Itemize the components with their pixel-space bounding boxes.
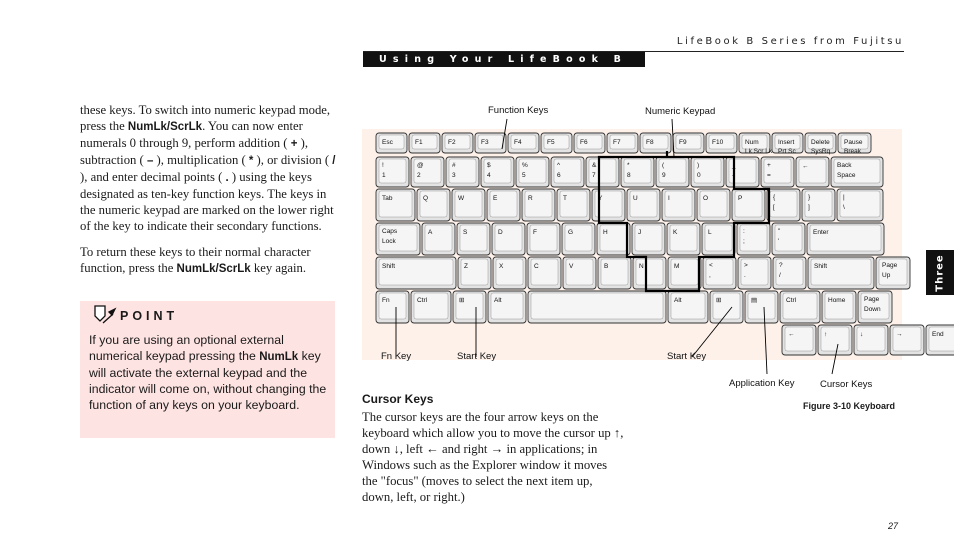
key-name: NumLk/ScrLk [127, 121, 203, 133]
keyboard-key [691, 157, 724, 187]
key-legend: → [896, 331, 903, 338]
chapter-tab [926, 250, 954, 295]
key-legend: ← [788, 331, 795, 338]
key-legend: F6 [580, 139, 588, 146]
key-legend: F5 [547, 139, 555, 146]
keyboard-key [737, 223, 770, 255]
keyboard-key [488, 291, 526, 323]
key-legend: T [563, 195, 567, 202]
key-legend: > [744, 262, 748, 269]
key-legend: 2 [417, 172, 421, 179]
keyboard-key [926, 325, 954, 355]
text-run: ), and enter decimal points ( [80, 170, 226, 184]
key-legend: { [773, 194, 776, 201]
keyboard-key [739, 133, 773, 155]
keyboard-key [738, 257, 771, 289]
chapter-tab-label: Three [934, 253, 946, 292]
key-legend: P [738, 195, 743, 202]
keyboard-key [442, 133, 473, 153]
text-run: key again. [250, 261, 306, 275]
keyboard-key [528, 257, 561, 289]
keyboard-key [557, 189, 590, 221]
key-legend: / [779, 272, 781, 279]
keyboard-key [772, 133, 803, 155]
key-legend: F8 [646, 139, 654, 146]
keyboard-key [446, 157, 479, 187]
keyboard-key [376, 157, 409, 187]
key-legend: * [627, 162, 630, 169]
figure-caption: Figure 3-10 Keyboard [803, 401, 896, 411]
keyboard-key [668, 257, 701, 289]
key-legend: Page [882, 262, 898, 269]
key-legend: - [732, 172, 735, 179]
keyboard-key [710, 291, 743, 323]
keyboard-key [551, 157, 584, 187]
keyboard-key [805, 133, 836, 155]
key-name: / [332, 155, 336, 167]
text-run: . You can now enter numerals 0 through 9, perform addition ( [80, 119, 303, 150]
callout-numeric-keypad: Numeric Keypad [645, 106, 716, 117]
callout-application-key: Application Key [729, 378, 795, 389]
key-legend: End [932, 331, 944, 338]
keyboard-key [562, 223, 595, 255]
keyboard-key [822, 291, 856, 323]
keyboard-key [640, 133, 671, 153]
key-legend: Insert [778, 139, 795, 146]
key-legend: # [452, 162, 456, 169]
key-legend: 8 [627, 172, 631, 179]
keyboard-key [452, 189, 485, 221]
key-legend: ⊞ [459, 297, 465, 304]
key-legend: J [638, 229, 642, 236]
keyboard-key [890, 325, 924, 355]
key-legend: ↑ [824, 331, 828, 338]
keyboard-key [598, 257, 631, 289]
keyboard-key [706, 133, 737, 153]
key-legend: Enter [813, 229, 829, 236]
keyboard-key [732, 189, 765, 221]
cursor-keys-heading: Cursor Keys [362, 392, 434, 406]
key-legend: ] [808, 204, 810, 211]
key-legend: ( [662, 162, 665, 169]
key-legend: } [808, 194, 811, 201]
key-legend: % [522, 162, 528, 169]
key-name: – [146, 155, 154, 167]
keyboard-key [409, 133, 440, 153]
keyboard-key [807, 223, 884, 255]
keyboard-key [475, 133, 506, 153]
key-legend: [ [773, 204, 775, 211]
key-legend: ; [743, 238, 745, 245]
text-run: these keys. To switch into numeric keypad mode, press the [80, 103, 331, 133]
key-legend: Q [423, 195, 429, 202]
keyboard-key [586, 157, 619, 187]
keyboard-key [782, 325, 816, 355]
key-legend: 1 [382, 172, 386, 179]
point-heading: POINT [120, 309, 179, 323]
key-legend: I [668, 195, 670, 202]
key-legend: L [708, 229, 712, 236]
key-legend: Down [864, 306, 881, 313]
key-legend: < [709, 262, 713, 269]
keyboard-key [516, 157, 549, 187]
key-legend: Ctrl [417, 297, 428, 304]
keyboard-key [761, 157, 794, 187]
key-legend: Tab [382, 195, 393, 202]
key-legend: Page [864, 296, 880, 303]
keyboard-key [597, 223, 630, 255]
key-legend: Alt [494, 297, 502, 304]
keyboard-key [796, 157, 829, 187]
keyboard-key [702, 223, 735, 255]
key-legend: Y [598, 195, 603, 202]
keyboard-key [667, 223, 700, 255]
key-legend: Back [837, 162, 852, 169]
keyboard-key [697, 189, 730, 221]
keyboard-key [662, 189, 695, 221]
key-legend: $ [487, 162, 491, 169]
key-legend: ? [779, 262, 783, 269]
key-legend: 3 [452, 172, 456, 179]
keyboard-key [673, 133, 704, 153]
paragraph-return-keys [80, 244, 338, 277]
keyboard-key [858, 291, 892, 323]
keyboard-key [876, 257, 910, 289]
keyboard-key [527, 223, 560, 255]
key-legend: R [528, 195, 533, 202]
key-legend: F7 [613, 139, 621, 146]
text-run: ) using the keys designated as ten-key function keys. The keys in the numeric keypad are marked on the lower right of the key to indicate their secondary functions. [80, 170, 334, 233]
keyboard-key [772, 223, 805, 255]
text-run: ), multiplication ( [153, 153, 249, 167]
keyboard-key [493, 257, 526, 289]
keyboard-key [745, 291, 778, 323]
keyboard-key [481, 157, 514, 187]
keyboard-key [453, 291, 486, 323]
keyboard-key [831, 157, 883, 187]
keyboard-key [376, 291, 409, 323]
keyboard-key [487, 189, 520, 221]
key-legend: 4 [487, 172, 491, 179]
keyboard-key [632, 223, 665, 255]
key-legend: | [843, 194, 845, 201]
keyboard-key [656, 157, 689, 187]
keyboard-key [457, 223, 490, 255]
keyboard-key [607, 133, 638, 153]
key-legend: 5 [522, 172, 526, 179]
key-legend: Lk Scr Lk [745, 148, 773, 155]
callout-function-keys: Function Keys [488, 105, 549, 116]
key-legend: ' [778, 238, 780, 245]
paragraph-numeric-keypad [80, 102, 338, 234]
key-legend: ▤ [751, 297, 758, 304]
key-legend: ← [802, 163, 809, 170]
keyboard-key [668, 291, 708, 323]
text-run: ), subtraction ( [80, 136, 309, 167]
keyboard-key [492, 223, 525, 255]
key-legend: C [534, 263, 539, 270]
key-legend: : [743, 228, 745, 235]
keyboard-key [837, 189, 883, 221]
key-legend: F [533, 229, 537, 236]
left-body-text [80, 102, 338, 287]
key-legend: Delete [811, 139, 830, 146]
running-title: LifeBook B Series from Fujitsu [676, 36, 904, 47]
text-run: key will activate the external keypad and the indicator will come on, without changing the function of any keys on your keyboard. [89, 349, 327, 412]
key-legend: , [709, 272, 711, 279]
key-legend: 7 [592, 172, 596, 179]
key-legend: B [604, 263, 609, 270]
key-legend: Space [837, 172, 856, 179]
key-name: + [290, 138, 298, 150]
key-legend: S [463, 229, 468, 236]
keyboard-key [528, 291, 666, 323]
callout-fn-key: Fn Key [381, 351, 412, 362]
key-legend: & [592, 162, 597, 169]
key-legend: ↓ [860, 331, 864, 338]
key-legend: Ctrl [786, 297, 797, 304]
cursor-keys-text: The cursor keys are the four arrow keys on the keyboard which allow you to move the cursor up ↑, down ↓, left ← and right → in applications; in Windows such as the Explorer window it moves the "focus" (moves to select the next item up, down, left, or right.) [362, 410, 624, 504]
key-legend: D [498, 229, 503, 236]
keyboard-key [773, 257, 806, 289]
keyboard-key [376, 133, 407, 153]
keyboard-key [411, 291, 451, 323]
key-legend: W [458, 195, 465, 202]
callout-cursor-keys: Cursor Keys [820, 379, 873, 390]
key-legend: 9 [662, 172, 666, 179]
keyboard-key [767, 189, 800, 221]
point-box [80, 301, 335, 438]
key-legend: 0 [697, 172, 701, 179]
key-legend: Esc [382, 139, 393, 146]
key-legend: ) [697, 162, 700, 169]
key-legend: ^ [557, 162, 561, 169]
key-legend: + [767, 162, 771, 169]
key-legend: Fn [382, 297, 390, 304]
key-name: NumLk [259, 351, 299, 363]
keyboard-key [574, 133, 605, 153]
keyboard-key [818, 325, 852, 355]
key-legend: F10 [712, 139, 724, 146]
key-legend: E [493, 195, 498, 202]
key-legend: M [674, 263, 680, 270]
keyboard-key [838, 133, 871, 155]
key-legend: K [673, 229, 678, 236]
key-legend: Break [844, 148, 861, 155]
keyboard-key [411, 157, 444, 187]
section-bar: Using Your LifeBook B Series [363, 52, 645, 67]
keyboard-key [802, 189, 835, 221]
key-legend: Num [745, 139, 759, 146]
key-legend: " [778, 228, 781, 235]
text-run: If you are using an optional external numerical keypad pressing the [89, 333, 284, 363]
key-legend: F9 [679, 139, 687, 146]
keyboard-key [703, 257, 736, 289]
key-legend: Z [464, 263, 468, 270]
key-legend: @ [417, 162, 424, 169]
keyboard-key [508, 133, 539, 153]
key-legend: F4 [514, 139, 522, 146]
key-legend: X [499, 263, 504, 270]
key-legend: _ [732, 162, 736, 169]
point-body-text [89, 332, 329, 413]
key-legend: \ [843, 204, 845, 211]
keyboard-key [808, 257, 874, 289]
key-legend: Lock [382, 238, 396, 245]
key-legend: SysRq [811, 148, 831, 155]
key-legend: Shift [382, 263, 396, 270]
keyboard-key [621, 157, 654, 187]
key-legend: F1 [415, 139, 423, 146]
key-legend: = [767, 172, 771, 179]
keyboard-key [376, 189, 415, 221]
key-legend: Home [828, 297, 846, 304]
key-legend: Up [882, 272, 891, 279]
keyboard-key [417, 189, 450, 221]
callout-start-key-right: Start Key [667, 351, 707, 362]
key-legend: H [603, 229, 608, 236]
key-legend: F2 [448, 139, 456, 146]
keyboard-key [522, 189, 555, 221]
key-legend: Caps [382, 228, 398, 235]
key-legend: ⊞ [716, 297, 722, 304]
key-name: * [248, 155, 254, 167]
key-legend: V [569, 263, 574, 270]
key-name: NumLk/ScrLk [176, 263, 251, 275]
key-legend: G [568, 229, 574, 236]
key-legend: N [639, 263, 644, 270]
page-number: 27 [888, 521, 899, 531]
keyboard-key [592, 189, 625, 221]
keyboard-key [563, 257, 596, 289]
key-legend: O [703, 195, 709, 202]
key-legend: Shift [814, 263, 828, 270]
keyboard-key [541, 133, 572, 153]
keyboard-key [780, 291, 820, 323]
key-legend: A [428, 229, 433, 236]
keyboard-key [726, 157, 759, 187]
keyboard-key [633, 257, 666, 289]
key-legend: F3 [481, 139, 489, 146]
keyboard-key [458, 257, 491, 289]
key-legend: ! [382, 162, 384, 169]
keyboard-key [376, 257, 456, 289]
key-legend: 6 [557, 172, 561, 179]
key-legend: . [744, 272, 746, 279]
keyboard-key [422, 223, 455, 255]
keyboard-key [376, 223, 420, 255]
text-run: ), or division ( [253, 153, 333, 167]
key-legend: U [633, 195, 638, 202]
key-name: . [225, 172, 229, 184]
key-legend: Alt [674, 297, 682, 304]
text-run: To return these keys to their normal character function, press the [80, 245, 311, 275]
key-legend: Prt Sc [778, 148, 796, 155]
callout-start-key-left: Start Key [457, 351, 497, 362]
pencil-note-icon [89, 303, 117, 329]
keyboard-key [627, 189, 660, 221]
key-legend: Pause [844, 139, 863, 146]
keyboard-key [854, 325, 888, 355]
